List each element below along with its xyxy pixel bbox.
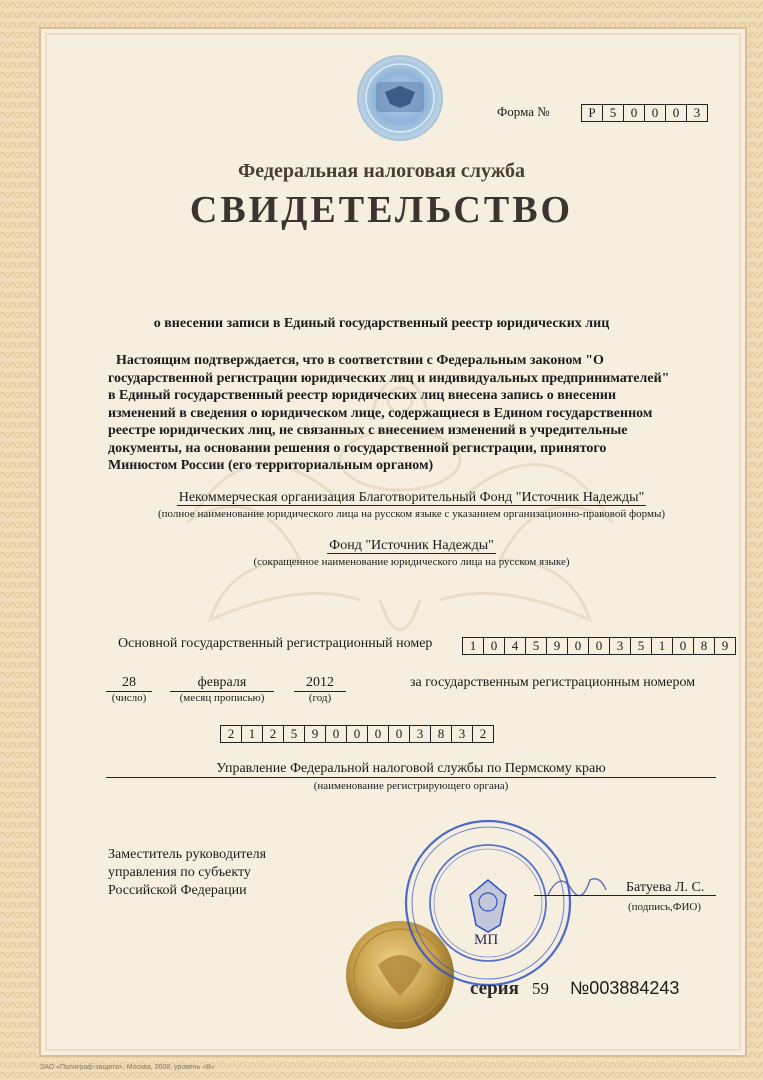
ogrn-digit: 0	[568, 637, 589, 655]
form-number-cell: 3	[687, 104, 708, 122]
signer-name: Батуева Л. С.	[626, 880, 705, 895]
ogrn-digit: 0	[484, 637, 505, 655]
body-line: Настоящим подтверждается, что в соответствии с Федеральным законом "О	[116, 353, 604, 368]
ogrn-digit: 8	[694, 637, 715, 655]
date-year: 2012	[294, 675, 346, 692]
series-value: 59	[532, 979, 549, 998]
org-full-name-wrap	[0, 490, 763, 506]
certificate-subtitle: о внесении записи в Единый государственный реестр юридических лиц	[153, 316, 610, 331]
form-number-cell: Р	[581, 104, 603, 122]
grn-digit: 5	[284, 725, 305, 743]
form-number-cell: 0	[666, 104, 687, 122]
org-short-caption: (сокращенное наименование юридического лица на русском языке)	[253, 556, 570, 568]
body-line: Минюстом России (его территориальным органом)	[108, 458, 434, 473]
signer-position-line: Заместитель руководителя	[108, 847, 267, 862]
ogrn-digit: 4	[505, 637, 526, 655]
org-short-name-wrap	[0, 538, 763, 554]
grn-digit: 2	[220, 725, 242, 743]
date-year-caption: (год)	[308, 692, 332, 704]
body-line: изменений в сведения о юридическом лице, содержащиеся в Едином государственном	[108, 405, 653, 421]
series-number: №003884243	[570, 978, 680, 998]
date-day: 28	[106, 675, 152, 692]
grn-digit: 1	[242, 725, 263, 743]
agency-name: Федеральная налоговая служба	[238, 160, 525, 182]
body-line: в Единый государственный реестр юридических лиц внесена запись о внесении	[108, 388, 617, 403]
form-number-cells	[581, 104, 708, 122]
ogrn-digit: 1	[462, 637, 484, 655]
org-short-name: Фонд "Источник Надежды"	[329, 538, 494, 553]
official-stamp-icon	[406, 821, 570, 985]
ogrn-digit: 9	[715, 637, 736, 655]
date-suffix: за государственным регистрационным номером	[410, 675, 696, 690]
stamp-mp-label: МП	[474, 932, 499, 948]
authority-caption: (наименование регистрирующего органа)	[313, 780, 509, 792]
grn-digit: 3	[410, 725, 431, 743]
form-label: Форма №	[497, 104, 550, 119]
grn-digit: 8	[431, 725, 452, 743]
signer-position	[108, 846, 266, 900]
ogrn-cells	[462, 637, 736, 655]
grn-digit: 0	[368, 725, 389, 743]
date-month-caption: (месяц прописью)	[179, 692, 265, 704]
ogrn-digit: 5	[526, 637, 547, 655]
signer-caption: (подпись,ФИО)	[628, 901, 701, 913]
grn-digit: 3	[452, 725, 473, 743]
org-full-caption: (полное наименование юридического лица на русском языке с указанием организационно-правовой формы)	[157, 508, 666, 520]
body-line: реестре юридических лиц, не связанных с внесением изменений в учредительные	[108, 423, 628, 438]
body-line: государственной регистрации юридических лиц и индивидуальных предпринимателей"	[108, 370, 670, 386]
gold-seal-icon	[346, 921, 454, 1029]
form-number-cell: 0	[624, 104, 645, 122]
grn-digit: 9	[305, 725, 326, 743]
body-paragraph	[108, 352, 728, 475]
ogrn-label: Основной государственный регистрационный номер	[118, 636, 433, 651]
grn-digit: 0	[326, 725, 347, 743]
grn-digit: 2	[473, 725, 494, 743]
date-day-caption: (число)	[111, 692, 147, 704]
page-title: СВИДЕТЕЛЬСТВО	[189, 189, 574, 231]
ogrn-digit: 3	[610, 637, 631, 655]
series-label: серия	[470, 978, 519, 999]
body-line: документы, на основании решения о государственной регистрации, принятого	[108, 440, 607, 456]
form-number-cell: 5	[603, 104, 624, 122]
hologram-emblem-icon	[358, 56, 442, 140]
grn-cells	[220, 725, 494, 743]
grn-digit: 0	[389, 725, 410, 743]
ogrn-digit: 1	[652, 637, 673, 655]
signer-position-line: управления по субъекту	[108, 865, 251, 880]
ogrn-digit: 0	[589, 637, 610, 655]
printer-footer: ЗАО «Полиграф-защита», Москва, 2008, уровень «В»	[40, 1064, 215, 1071]
form-number-cell: 0	[645, 104, 666, 122]
grn-digit: 2	[263, 725, 284, 743]
date-month: февраля	[170, 675, 274, 692]
signer-position-line: Российской Федерации	[108, 883, 247, 898]
ogrn-digit: 9	[547, 637, 568, 655]
ogrn-digit: 5	[631, 637, 652, 655]
ogrn-digit: 0	[673, 637, 694, 655]
org-full-name: Некоммерческая организация Благотворительный Фонд "Источник Надежды"	[178, 490, 645, 505]
authority-name: Управление Федеральной налоговой службы по Пермскому краю	[106, 761, 716, 778]
grn-digit: 0	[347, 725, 368, 743]
